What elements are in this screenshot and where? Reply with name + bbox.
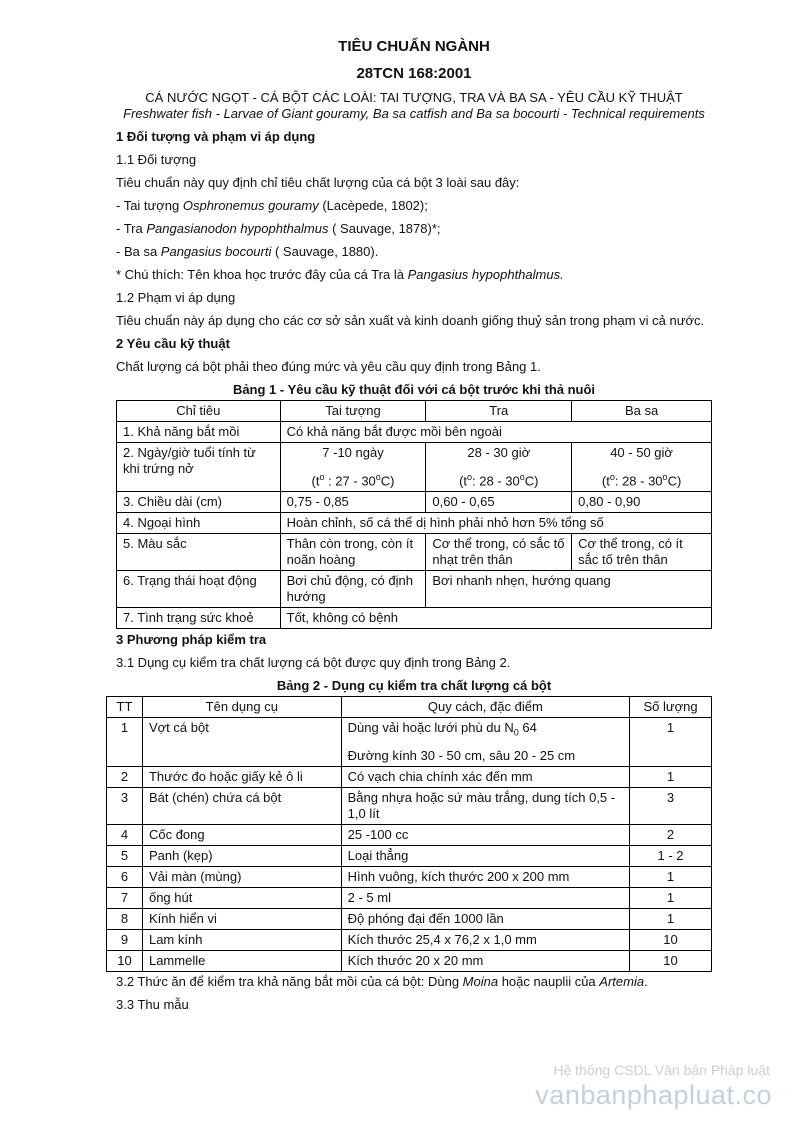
section-3-3: 3.3 Thu mẫu [116, 996, 189, 1012]
table-header-cell: Quy cách, đặc điểm [341, 697, 629, 718]
table-cell: Lammelle [142, 950, 341, 971]
table-cell: Lam kính [142, 929, 341, 950]
table-cell: Có khả năng bắt được mồi bên ngoài [280, 422, 711, 443]
doc-title: TIÊU CHUẨN NGÀNH [338, 38, 490, 55]
table-2-header [107, 697, 712, 718]
section-3-1: 3.1 Dụng cụ kiểm tra chất lượng cá bột được quy định trong Bảng 2. [116, 655, 511, 671]
section-3-2: 3.2 Thức ăn để kiểm tra khả năng bắt mồi của cá bột: Dùng Moina hoặc nauplii của Artemia. [116, 973, 648, 989]
table-cell: 8 [107, 908, 143, 929]
table-row [117, 534, 712, 571]
table-cell: 1 [630, 718, 712, 767]
table-cell: 0,60 - 0,65 [426, 492, 572, 513]
section-1-scope: Tiêu chuẩn này áp dụng cho các cơ sở sản xuất và kinh doanh giống thuỷ sản trong phạm vi cả nước. [116, 313, 705, 328]
section-1-heading: 1 Đối tượng và phạm vi áp dụng [116, 129, 316, 144]
table-cell: 28 - 30 giờ ($t^o$: 28 - 30$^o$C) [426, 443, 572, 492]
table-header-cell: Tra [426, 401, 572, 422]
table-row [117, 513, 712, 534]
table-cell: 4 [107, 824, 143, 845]
table-header-cell: Tai tượng [280, 401, 426, 422]
table-cell: Panh (kẹp) [142, 845, 341, 866]
table-cell: 1 [107, 718, 143, 767]
table-header-cell: Chỉ tiêu [117, 401, 281, 422]
table-cell: Kích thước 25,4 x 76,2 x 1,0 mm [341, 929, 629, 950]
table-cell: Cơ thể trong, có sắc tố nhạt trên thân [426, 534, 572, 571]
table-2 [106, 696, 712, 972]
section-1-1-heading: 1.1 Đối tượng [116, 152, 197, 167]
table-row [107, 866, 712, 887]
table-cell: 9 [107, 929, 143, 950]
doc-subtitle-vi: CÁ NƯỚC NGỌT - CÁ BỘT CÁC LOÀI: TAI TƯỢNG, TRA VÀ BA SA - YÊU CẦU KỸ THUẬT [145, 90, 683, 105]
table-cell: 7. Tình trạng sức khoẻ [117, 608, 281, 629]
table-cell: Hình vuông, kích thước 200 x 200 mm [341, 866, 629, 887]
table-cell: 2. Ngày/giờ tuổi tính từ khi trứng nở [117, 443, 281, 492]
table-row [107, 787, 712, 824]
table-row [107, 824, 712, 845]
table-cell: Bơi chủ động, có định hướng [280, 571, 426, 608]
table-row [107, 950, 712, 971]
table-cell: 1. Khả năng bắt mồi [117, 422, 281, 443]
table-cell: 5 [107, 845, 143, 866]
table-cell: 6 [107, 866, 143, 887]
table-row [107, 929, 712, 950]
table-cell: Hoàn chỉnh, số cá thể dị hình phải nhỏ hơn 5% tổng số [280, 513, 711, 534]
table-cell: Bơi nhanh nhẹn, hướng quang [426, 571, 712, 608]
table-cell: 40 - 50 giờ ($t^o$: 28 - 30$^o$C) [572, 443, 712, 492]
table-cell: Thước đo hoặc giấy kẻ ô li [142, 766, 341, 787]
watermark-caption: Hệ thống CSDL Văn bản Pháp luật [553, 1062, 770, 1078]
table-cell: 2 [630, 824, 712, 845]
table-1-header [117, 401, 712, 422]
species-2: - Tra Pangasianodon hypophthalmus ( Sauvage, 1878)*; [116, 221, 441, 236]
table-cell: 0,75 - 0,85 [280, 492, 426, 513]
table-cell: Thân còn trong, còn ít noãn hoàng [280, 534, 426, 571]
table-cell: 6. Trạng thái hoạt động [117, 571, 281, 608]
table-cell: 5. Màu sắc [117, 534, 281, 571]
table-cell: 1 [630, 887, 712, 908]
table-row [107, 887, 712, 908]
table-header-cell: Ba sa [572, 401, 712, 422]
table-cell: 1 [630, 766, 712, 787]
table-cell: Bằng nhựa hoặc sứ màu trắng, dung tích 0,5 - 1,0 lít [341, 787, 629, 824]
table-cell: 10 [107, 950, 143, 971]
table-1-title: Bảng 1 - Yêu cầu kỹ thuật đối với cá bột trước khi thả nuôi [232, 382, 596, 397]
table-header-cell: TT [107, 697, 143, 718]
table-cell: 7 -10 ngày ($t^o$ : 27 - 30$^o$C) [280, 443, 426, 492]
table-cell: 2 - 5 ml [341, 887, 629, 908]
table-cell: Kích thước 20 x 20 mm [341, 950, 629, 971]
table-row [117, 608, 712, 629]
table-cell: 4. Ngoại hình [117, 513, 281, 534]
table-cell: 3. Chiều dài (cm) [117, 492, 281, 513]
section-1-intro: Tiêu chuẩn này quy định chỉ tiêu chất lượng của cá bột 3 loài sau đây: [116, 175, 520, 190]
table-cell: Dùng vải hoặc lưới phù du $N_0$ 64 Đường kính 30 - 50 cm, sâu 20 - 25 cm [341, 718, 629, 767]
table-cell: Bát (chén) chứa cá bột [142, 787, 341, 824]
table-row [107, 845, 712, 866]
table-header-cell: Số lượng [630, 697, 712, 718]
table-cell: 25 -100 cc [341, 824, 629, 845]
doc-subtitle-en: Freshwater fish - Larvae of Giant gouramy, Ba sa catfish and Ba sa bocourti - Technical requirements [123, 106, 705, 121]
table-cell: Cốc đong [142, 824, 341, 845]
table-cell: Tốt, không có bệnh [280, 608, 711, 629]
document-page [116, 30, 712, 1013]
table-row [117, 422, 712, 443]
table-cell: Có vạch chia chính xác đến mm [341, 766, 629, 787]
table-cell: 7 [107, 887, 143, 908]
table-cell: ống hút [142, 887, 341, 908]
table-row [117, 443, 712, 492]
table-cell: Cơ thể trong, có ít sắc tố trên thân [572, 534, 712, 571]
table-cell: Loại thẳng [341, 845, 629, 866]
table-cell: 2 [107, 766, 143, 787]
table-cell: Độ phóng đại đến 1000 lần [341, 908, 629, 929]
table-row [117, 492, 712, 513]
species-1: - Tai tượng Osphronemus gouramy (Lacèpede, 1802); [116, 198, 428, 213]
table-cell: 10 [630, 950, 712, 971]
table-cell: 10 [630, 929, 712, 950]
table-cell: 1 [630, 908, 712, 929]
section-2-intro: Chất lượng cá bột phải theo đúng mức và yêu cầu quy định trong Bảng 1. [116, 359, 541, 374]
table-row [107, 766, 712, 787]
table-row [107, 908, 712, 929]
table-cell: 1 - 2 [630, 845, 712, 866]
table-row [107, 718, 712, 767]
table-2-title: Bảng 2 - Dụng cụ kiểm tra chất lượng cá bột [276, 678, 552, 694]
table-cell: 0,80 - 0,90 [572, 492, 712, 513]
table-cell: Kính hiển vi [142, 908, 341, 929]
table-row [117, 571, 712, 608]
table-1 [116, 400, 712, 629]
watermark-site: vanbanphapluat.co [535, 1080, 772, 1110]
section-2-heading: 2 Yêu cầu kỹ thuật [116, 336, 230, 351]
species-note: * Chú thích: Tên khoa học trước đây của cá Tra là Pangasius hypophthalmus. [116, 267, 564, 282]
table-cell: 1 [630, 866, 712, 887]
species-3: - Ba sa Pangasius bocourti ( Sauvage, 1880). [116, 244, 379, 259]
table-cell: 3 [630, 787, 712, 824]
section-1-2-heading: 1.2 Phạm vi áp dụng [116, 290, 236, 305]
table-cell: Vải màn (mùng) [142, 866, 341, 887]
table-cell: 3 [107, 787, 143, 824]
section-3-heading: 3 Phương pháp kiểm tra [116, 632, 267, 648]
table-cell: Vợt cá bột [142, 718, 341, 767]
table-header-cell: Tên dụng cụ [142, 697, 341, 718]
doc-code: 28TCN 168:2001 [356, 65, 472, 82]
